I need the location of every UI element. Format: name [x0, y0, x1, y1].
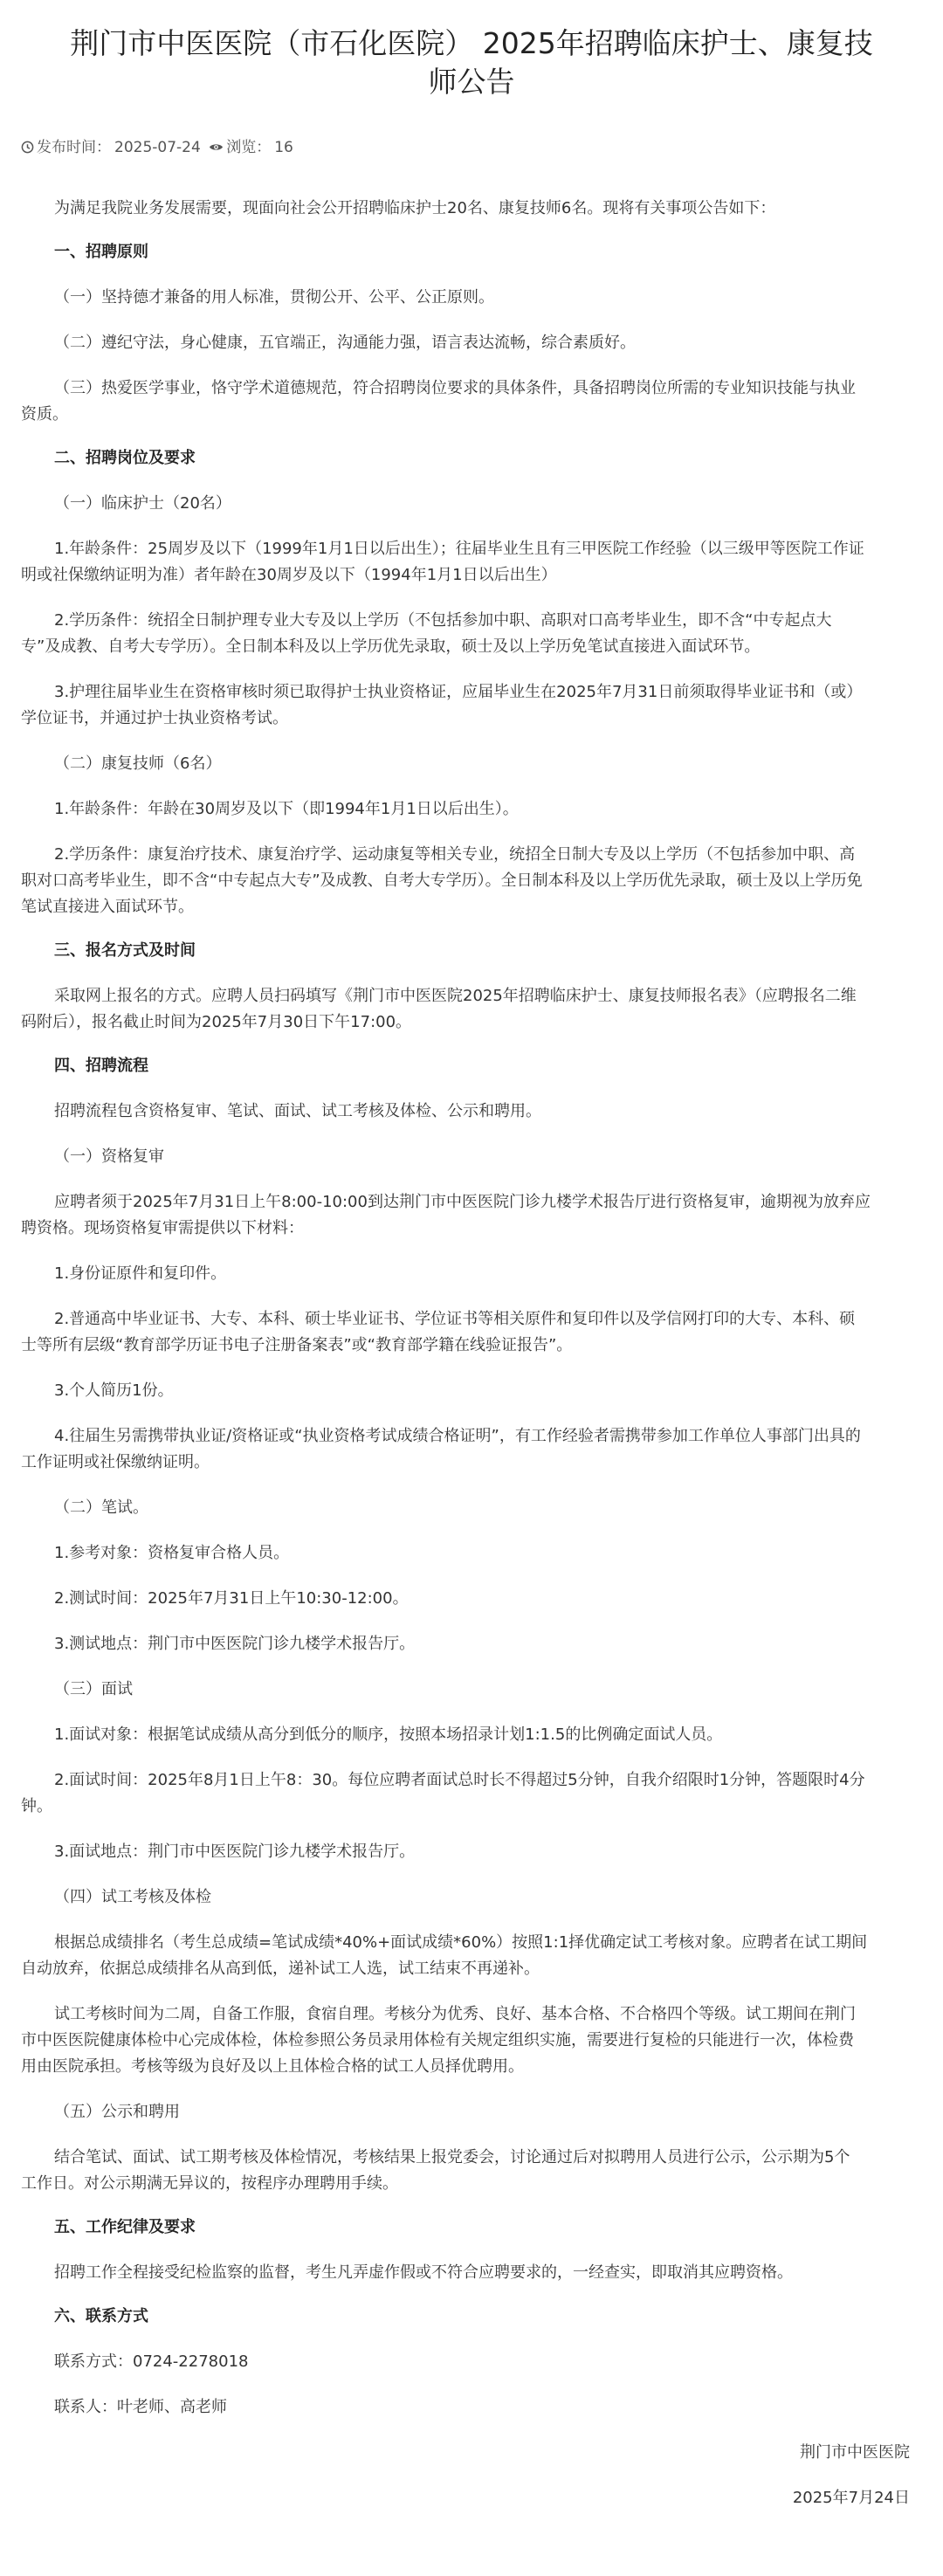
review-desc-cont: 聘资格。现场资格复审需提供以下材料：	[21, 1219, 304, 1237]
position-rehab-title: （二）康复技师（6名）	[54, 754, 222, 773]
nurse-req-2: 2.学历条件：统招全日制护理专业大专及以上学历（不包括参加中职、高职对口高考毕业生，即不含“中专起点大	[54, 611, 832, 630]
publish-date: 2025-07-24	[114, 139, 201, 156]
interview-title: （三）面试	[54, 1680, 133, 1698]
publicity-1: 结合笔试、面试、试工期考核及体检情况，考核结果上报党委会，讨论通过后对拟聘用人员进行公示，公示期为5个	[54, 2148, 850, 2166]
signup-method: 采取网上报名的方式。应聘人员扫码填写《荆门市中医医院2025年招聘临床护士、康复技师报名表》（应聘报名二维	[54, 987, 857, 1005]
written-test-title: （二）笔试。	[54, 1498, 148, 1517]
written-test-2: 2.测试时间：2025年7月31日上午10:30-12:00。	[54, 1589, 409, 1608]
section-heading-4: 四、招聘流程	[54, 1057, 148, 1075]
trial-1-cont: 自动放弃，依据总成绩排名从高到低，递补试工人选，试工结束不再递补。	[21, 1960, 540, 1978]
review-item-4: 4.往届生另需携带执业证/资格证或“执业资格考试成绩合格证明”，有工作经验者需携带参加工作单位人事部门出具的	[54, 1427, 861, 1445]
article-title	[26, 24, 917, 101]
principle-1: （一）坚持德才兼备的用人标准，贯彻公开、公平、公正原则。	[54, 288, 494, 307]
review-item-2-cont: 士等所有层级“教育部学历证书电子注册备案表”或“教育部学籍在线验证报告”。	[21, 1336, 573, 1354]
section-heading-1: 一、招聘原则	[54, 243, 148, 261]
interview-3: 3.面试地点：荆门市中医医院门诊九楼学术报告厅。	[54, 1842, 416, 1861]
nurse-req-1-cont: 明或社保缴纳证明为准）者年龄在30周岁及以下（1994年1月1日以后出生）	[21, 566, 557, 584]
interview-2: 2.面试时间：2025年8月1日上午8：30。每位应聘者面试总时长不得超过5分钟，自我介绍限时1分钟，答题限时4分	[54, 1771, 865, 1789]
principle-3	[54, 375, 919, 402]
interview-2-cont: 钟。	[21, 1797, 52, 1815]
contact-phone: 联系方式：0724-2278018	[54, 2352, 249, 2371]
review-item-4-cont: 工作证明或社保缴纳证明。	[21, 1453, 210, 1471]
rehab-req-2-cont2: 笔试直接进入面试环节。	[21, 898, 194, 916]
signature-org: 荆门市中医医院	[800, 2443, 910, 2462]
interview-1: 1.面试对象：根据笔试成绩从高分到低分的顺序，按照本场招录计划1:1.5的比例确定面试人员。	[54, 1725, 723, 1744]
review-item-3: 3.个人简历1份。	[54, 1381, 174, 1400]
written-test-3: 3.测试地点：荆门市中医医院门诊九楼学术报告厅。	[54, 1635, 416, 1653]
trial-title: （四）试工考核及体检	[54, 1888, 211, 1906]
review-item-1: 1.身份证原件和复印件。	[54, 1264, 227, 1283]
discipline-text: 招聘工作全程接受纪检监察的监督，考生凡弄虚作假或不符合应聘要求的，一经查实，即取消其应聘资格。	[54, 2263, 793, 2282]
signature-date: 2025年7月24日	[792, 2489, 910, 2507]
nurse-req-3-cont: 学位证书，并通过护士执业资格考试。	[21, 709, 288, 727]
nurse-req-2-cont: 专”及成教、自考大专学历）。全日制本科及以上学历优先录取，硕士及以上学历免笔试直接进入面试环节。	[21, 637, 761, 656]
section-heading-2: 二、招聘岗位及要求	[54, 449, 196, 467]
rehab-req-2-cont: 职对口高考毕业生，即不含“中专起点大专”及成教、自考大专学历）。全日制本科及以上学历优先录取，硕士及以上学历免	[21, 871, 863, 890]
trial-2-cont2: 用由医院承担。考核等级为良好及以上且体检合格的试工人员择优聘用。	[21, 2057, 524, 2076]
section-heading-3: 三、报名方式及时间	[54, 941, 196, 960]
section-heading-6: 六、联系方式	[54, 2307, 148, 2325]
contact-person: 联系人：叶老师、高老师	[54, 2398, 227, 2416]
written-test-1: 1.参考对象：资格复审合格人员。	[54, 1544, 290, 1562]
trial-2-cont: 市中医医院健康体检中心完成体检，体检参照公务员录用体检有关规定组织实施，需要进行复检的只能进行一次，体检费	[21, 2031, 854, 2049]
principle-2: （二）遵纪守法，身心健康，五官端正，沟通能力强，语言表达流畅，综合素质好。	[54, 334, 636, 352]
views-count: 16	[274, 139, 293, 156]
title-line-1: 荆门市中医医院（市石化医院） 2025年招聘临床护士、康复技	[70, 26, 873, 60]
nurse-req-3: 3.护理往届毕业生在资格审核时须已取得护士执业资格证，应届毕业生在2025年7月31日前须取得毕业证书和（或）	[54, 683, 863, 701]
publicity-title: （五）公示和聘用	[54, 2103, 180, 2121]
article-meta	[21, 137, 297, 158]
publish-label: 发布时间：	[37, 139, 111, 156]
article-body	[21, 196, 919, 2511]
position-nurse-title: （一）临床护士（20名）	[54, 494, 231, 513]
principle-3-cont: 资质。	[21, 405, 68, 424]
publicity-1-cont: 工作日。对公示期满无异议的，按程序办理聘用手续。	[21, 2174, 398, 2193]
review-title: （一）资格复审	[54, 1147, 164, 1166]
intro-paragraph: 为满足我院业务发展需要，现面向社会公开招聘临床护士20名、康复技师6名。现将有关事项公告如下：	[54, 199, 776, 217]
nurse-req-1: 1.年龄条件：25周岁及以下（1999年1月1日以后出生）；往届毕业生且有三甲医院工作经验（以三级甲等医院工作证	[54, 540, 864, 558]
rehab-req-2: 2.学历条件：康复治疗技术、康复治疗学、运动康复等相关专业，统招全日制大专及以上学历（不包括参加中职、高	[54, 845, 856, 864]
views-label: 浏览：	[226, 139, 272, 156]
clock-icon	[21, 141, 34, 154]
review-desc: 应聘者须于2025年7月31日上午8:00-10:00到达荆门市中医医院门诊九楼学术报告厅进行资格复审，逾期视为放弃应	[54, 1193, 871, 1211]
trial-1: 根据总成绩排名（考生总成绩=笔试成绩*40%+面试成绩*60%）按照1:1择优确定试工考核对象。应聘者在试工期间	[54, 1933, 868, 1952]
process-intro: 招聘流程包含资格复审、笔试、面试、试工考核及体检、公示和聘用。	[54, 1102, 541, 1120]
review-item-2: 2.普通高中毕业证书、大专、本科、硕士毕业证书、学位证书等相关原件和复印件以及学信网打印的大专、本科、硕	[54, 1310, 856, 1328]
trial-2: 试工考核时间为二周，自备工作服，食宿自理。考核分为优秀、良好、基本合格、不合格四个等级。试工期间在荆门	[54, 2005, 856, 2023]
eye-icon	[209, 141, 224, 154]
rehab-req-1: 1.年龄条件：年龄在30周岁及以下（即1994年1月1日以后出生）。	[54, 800, 519, 818]
signup-method-cont: 码附后），报名截止时间为2025年7月30日下午17:00。	[21, 1013, 412, 1031]
title-line-2: 师公告	[428, 65, 515, 99]
principle-3-line-1: （三）热爱医学事业，恪守学术道德规范，符合招聘岗位要求的具体条件，具备招聘岗位所需的专业知识技能与执业	[54, 379, 856, 397]
section-heading-5: 五、工作纪律及要求	[54, 2218, 196, 2236]
